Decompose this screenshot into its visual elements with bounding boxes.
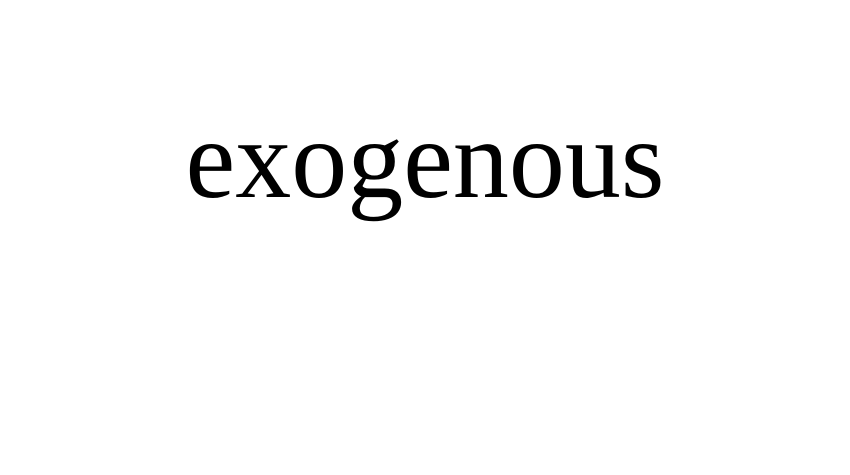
display-word: exogenous [185, 98, 665, 222]
